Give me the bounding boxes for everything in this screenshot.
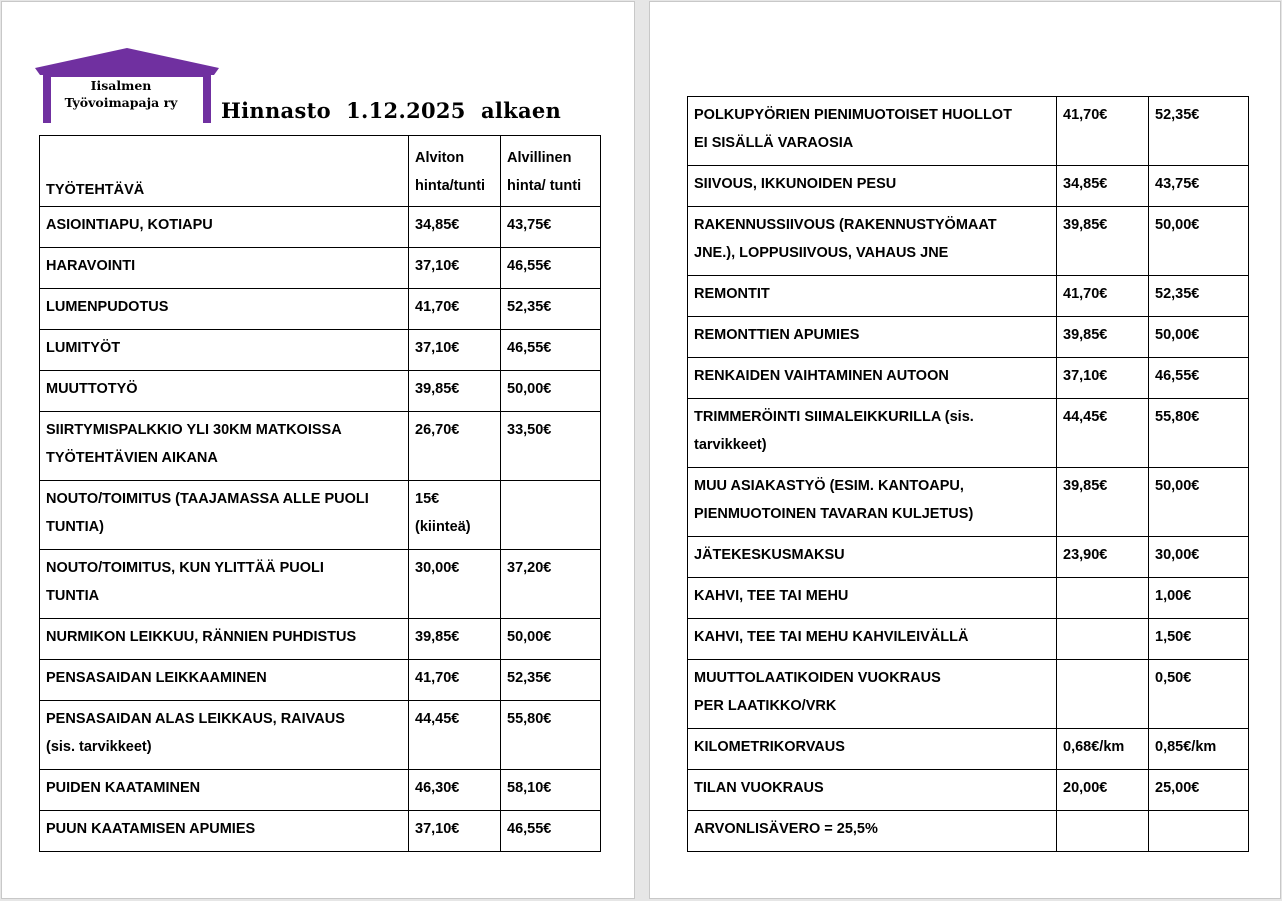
price-vat-text: 52,35€ [507,299,552,315]
task-text: PIENMUOTOINEN TAVARAN KULJETUS) [694,506,974,522]
price-vat-text: 0,85€/km [1155,739,1217,755]
table-row [688,729,1249,770]
task-text: KAHVI, TEE TAI MEHU [694,588,849,604]
price-vat-text: 1,00€ [1155,588,1192,604]
price-vat-cell [1149,317,1249,358]
task-text: tarvikkeet) [694,437,767,453]
organization-logo [35,47,219,125]
price-no-vat-cell [409,811,501,852]
task-text: SIIRTYMISPALKKIO YLI 30KM MATKOISSA [46,422,342,438]
price-no-vat-cell [1057,811,1149,852]
task-text: (sis. tarvikkeet) [46,739,152,755]
price-no-vat-text: 46,30€ [415,780,460,796]
price-vat-text: 55,80€ [1155,409,1200,425]
table-row [40,412,601,481]
price-vat-cell [501,811,601,852]
header-task-label: TYÖTEHTÄVÄ [46,182,145,198]
price-no-vat-text: (kiinteä) [415,519,471,535]
task-text: MUUTTOLAATIKOIDEN VUOKRAUS [694,670,941,686]
price-no-vat-text: 20,00€ [1063,780,1108,796]
price-no-vat-text: 41,70€ [1063,286,1108,302]
price-no-vat-cell [409,481,501,550]
task-cell [688,399,1057,468]
logo-line-1: Iisalmen [90,78,152,93]
price-vat-text: 52,35€ [1155,286,1200,302]
header-price-no-vat-line2: hinta/tunti [415,178,486,194]
price-no-vat-cell [409,701,501,770]
price-vat-cell [1149,166,1249,207]
table-row [688,660,1249,729]
price-vat-cell [1149,729,1249,770]
price-no-vat-cell [1057,399,1149,468]
task-cell [40,660,409,701]
price-no-vat-cell [1057,729,1149,770]
price-no-vat-text: 37,10€ [415,821,460,837]
task-cell [40,550,409,619]
task-cell [688,166,1057,207]
task-text: TYÖTEHTÄVIEN AIKANA [46,450,218,466]
price-no-vat-cell [1057,166,1149,207]
header-task [40,136,409,207]
price-no-vat-cell [409,289,501,330]
price-vat-cell [1149,578,1249,619]
price-no-vat-cell [409,770,501,811]
price-vat-text: 30,00€ [1155,547,1200,563]
document-page-2 [649,1,1281,899]
price-no-vat-cell [1057,207,1149,276]
task-cell [40,701,409,770]
table-row [688,468,1249,537]
price-no-vat-cell [409,207,501,248]
task-text: TILAN VUOKRAUS [694,780,824,796]
task-text: REMONTIT [694,286,770,302]
task-text: PENSASAIDAN LEIKKAAMINEN [46,670,267,686]
table-row [688,207,1249,276]
task-cell [688,537,1057,578]
task-text: NOUTO/TOIMITUS, KUN YLITTÄÄ PUOLI [46,560,324,576]
task-text: ARVONLISÄVERO = 25,5% [694,821,878,837]
task-text: TRIMMERÖINTI SIIMALEIKKURILLA (sis. [694,409,974,425]
price-vat-cell [1149,537,1249,578]
table-row [40,289,601,330]
price-vat-cell [501,207,601,248]
task-cell [40,412,409,481]
price-no-vat-text: 39,85€ [415,381,460,397]
task-cell [40,619,409,660]
price-vat-cell [501,248,601,289]
price-no-vat-text: 37,10€ [415,340,460,356]
task-cell [688,811,1057,852]
table-row [40,770,601,811]
table-row [40,207,601,248]
price-no-vat-cell [1057,468,1149,537]
price-vat-cell [1149,811,1249,852]
price-vat-text: 50,00€ [507,381,552,397]
header-price-vat [501,136,601,207]
task-text: JNE.), LOPPUSIIVOUS, VAHAUS JNE [694,245,949,261]
price-no-vat-text: 44,45€ [415,711,460,727]
task-text: EI SISÄLLÄ VARAOSIA [694,135,854,151]
document-title: Hinnasto 1.12.2025 alkaen [221,98,562,123]
price-vat-cell [1149,207,1249,276]
task-text: MUUTTOTYÖ [46,381,138,397]
table-row [688,97,1249,166]
task-cell [688,578,1057,619]
task-cell [688,729,1057,770]
table-row [40,330,601,371]
price-table-left [39,135,601,852]
price-vat-text: 46,55€ [507,258,552,274]
task-text: PER LAATIKKO/VRK [694,698,837,714]
price-vat-cell [1149,358,1249,399]
price-no-vat-text: 34,85€ [415,217,460,233]
table-row [40,248,601,289]
header-price-no-vat [409,136,501,207]
price-no-vat-text: 34,85€ [1063,176,1108,192]
price-no-vat-text: 41,70€ [415,670,460,686]
task-cell [40,289,409,330]
price-no-vat-cell [1057,537,1149,578]
task-text: ASIOINTIAPU, KOTIAPU [46,217,213,233]
task-text: TUNTIA) [46,519,104,535]
task-text: MUU ASIAKASTYÖ (ESIM. KANTOAPU, [694,478,964,494]
task-cell [40,248,409,289]
price-vat-text: 52,35€ [1155,107,1200,123]
table-row [40,481,601,550]
price-vat-cell [1149,399,1249,468]
price-no-vat-cell [409,330,501,371]
task-cell [40,330,409,371]
price-vat-text: 46,55€ [507,340,552,356]
task-text: NURMIKON LEIKKUU, RÄNNIEN PUHDISTUS [46,629,357,645]
price-vat-text: 46,55€ [507,821,552,837]
logo-line-2: Työvoimapaja ry [64,95,178,110]
table-row [688,276,1249,317]
task-text: LUMENPUDOTUS [46,299,169,315]
price-vat-text: 43,75€ [507,217,552,233]
task-text: POLKUPYÖRIEN PIENIMUOTOISET HUOLLOT [694,107,1012,123]
task-cell [40,371,409,412]
table-row [688,537,1249,578]
price-vat-cell [501,660,601,701]
price-vat-cell [1149,619,1249,660]
table-row [40,811,601,852]
table-row [688,811,1249,852]
table-row [40,660,601,701]
table-row [688,166,1249,207]
price-no-vat-cell [409,619,501,660]
price-no-vat-text: 41,70€ [1063,107,1108,123]
task-text: TUNTIA [46,588,100,604]
task-text: PENSASAIDAN ALAS LEIKKAUS, RAIVAUS [46,711,345,727]
price-vat-text: 52,35€ [507,670,552,686]
table-row [688,770,1249,811]
price-no-vat-text: 0,68€/km [1063,739,1125,755]
table-header-row [40,136,601,207]
price-vat-cell [501,481,601,550]
task-text: PUIDEN KAATAMINEN [46,780,201,796]
price-vat-text: 55,80€ [507,711,552,727]
header-price-vat-line1: Alvillinen [507,150,572,166]
price-vat-text: 58,10€ [507,780,552,796]
task-cell [40,207,409,248]
table-row [688,358,1249,399]
price-vat-cell [501,412,601,481]
task-text: KILOMETRIKORVAUS [694,739,845,755]
task-text: NOUTO/TOIMITUS (TAAJAMASSA ALLE PUOLI [46,491,369,507]
price-vat-text: 37,20€ [507,560,552,576]
price-no-vat-text: 39,85€ [415,629,460,645]
price-no-vat-cell [1057,97,1149,166]
table-row [40,371,601,412]
task-text: RENKAIDEN VAIHTAMINEN AUTOON [694,368,949,384]
price-vat-cell [1149,276,1249,317]
task-text: SIIVOUS, IKKUNOIDEN PESU [694,176,897,192]
task-cell [688,317,1057,358]
task-text: JÄTEKESKUSMAKSU [694,547,845,563]
task-text: LUMITYÖT [46,340,121,356]
price-no-vat-cell [409,371,501,412]
table-row [688,619,1249,660]
price-vat-text: 0,50€ [1155,670,1192,686]
task-text: REMONTTIEN APUMIES [694,327,860,343]
task-cell [40,770,409,811]
price-no-vat-cell [409,660,501,701]
logo-text [51,77,191,111]
price-no-vat-cell [409,248,501,289]
price-no-vat-cell [409,412,501,481]
price-vat-cell [501,770,601,811]
price-vat-text: 50,00€ [1155,478,1200,494]
task-cell [40,481,409,550]
table-row [40,619,601,660]
price-no-vat-cell [1057,619,1149,660]
task-cell [688,770,1057,811]
price-vat-cell [1149,97,1249,166]
task-text: KAHVI, TEE TAI MEHU KAHVILEIVÄLLÄ [694,629,969,645]
table-row [688,578,1249,619]
table-row [40,701,601,770]
task-cell [688,468,1057,537]
task-cell [688,358,1057,399]
price-no-vat-text: 37,10€ [1063,368,1108,384]
price-no-vat-text: 44,45€ [1063,409,1108,425]
price-vat-text: 33,50€ [507,422,552,438]
task-cell [40,811,409,852]
task-text: RAKENNUSSIIVOUS (RAKENNUSTYÖMAAT [694,217,997,233]
price-vat-cell [501,550,601,619]
price-no-vat-text: 37,10€ [415,258,460,274]
document-page-1 [1,1,635,899]
table-row [688,399,1249,468]
price-no-vat-cell [1057,276,1149,317]
price-no-vat-cell [1057,578,1149,619]
price-vat-cell [501,619,601,660]
table-row [688,317,1249,358]
task-cell [688,276,1057,317]
price-no-vat-text: 41,70€ [415,299,460,315]
price-no-vat-cell [1057,660,1149,729]
price-vat-cell [501,289,601,330]
task-cell [688,660,1057,729]
price-vat-cell [1149,468,1249,537]
price-vat-text: 50,00€ [1155,217,1200,233]
task-text: HARAVOINTI [46,258,136,274]
price-vat-text: 46,55€ [1155,368,1200,384]
price-no-vat-cell [1057,770,1149,811]
price-vat-text: 43,75€ [1155,176,1200,192]
price-vat-text: 25,00€ [1155,780,1200,796]
table-row [40,550,601,619]
price-no-vat-cell [1057,358,1149,399]
task-cell [688,207,1057,276]
price-no-vat-text: 15€ [415,491,440,507]
header-price-vat-line2: hinta/ tunti [507,178,582,194]
price-no-vat-text: 39,85€ [1063,478,1108,494]
price-vat-cell [1149,770,1249,811]
task-cell [688,619,1057,660]
price-no-vat-text: 39,85€ [1063,217,1108,233]
header-price-no-vat-line1: Alviton [415,150,465,166]
price-vat-text: 1,50€ [1155,629,1192,645]
price-vat-cell [501,371,601,412]
price-vat-cell [501,701,601,770]
task-text: PUUN KAATAMISEN APUMIES [46,821,256,837]
price-no-vat-text: 39,85€ [1063,327,1108,343]
price-vat-cell [501,330,601,371]
price-vat-cell [1149,660,1249,729]
price-no-vat-text: 30,00€ [415,560,460,576]
price-vat-text: 50,00€ [507,629,552,645]
task-cell [688,97,1057,166]
price-no-vat-text: 23,90€ [1063,547,1108,563]
price-no-vat-cell [409,550,501,619]
price-table-right [687,96,1249,852]
price-no-vat-cell [1057,317,1149,358]
price-vat-text: 50,00€ [1155,327,1200,343]
price-no-vat-text: 26,70€ [415,422,460,438]
